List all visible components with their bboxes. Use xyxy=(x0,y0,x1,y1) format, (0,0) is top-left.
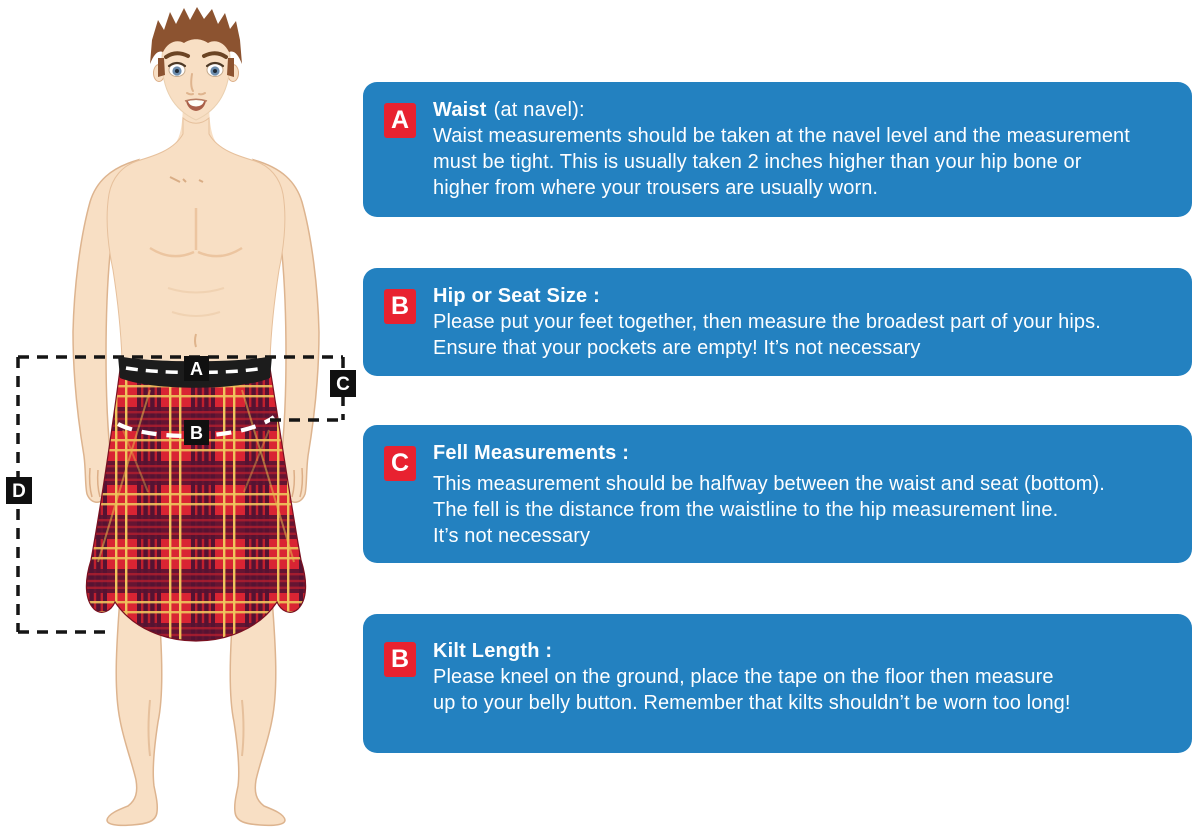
marker-b-label: B xyxy=(190,423,203,443)
fell-text-line: The fell is the distance from the waistline to the hip measurement line. xyxy=(433,499,1059,521)
hip-text-line: Ensure that your pockets are empty! It’s not necessary xyxy=(433,337,921,359)
waist-heading: Waist (at navel): xyxy=(433,99,585,121)
fell-badge: C xyxy=(384,446,416,481)
marker-d-label: D xyxy=(12,481,26,502)
hip-badge: B xyxy=(384,289,416,324)
marker-c-label: C xyxy=(336,374,350,395)
info-box-kilt-length xyxy=(363,614,1192,753)
kilt-length-text-line: Please kneel on the ground, place the tape on the floor then measure xyxy=(433,666,1054,688)
waist-text-line: higher from where your trousers are usually worn. xyxy=(433,177,879,199)
info-box-hip xyxy=(363,268,1192,376)
info-box-fell xyxy=(363,425,1192,563)
marker-a-label: A xyxy=(190,359,203,379)
waist-badge: A xyxy=(384,103,416,138)
hip-text-line: Please put your feet together, then measure the broadest part of your hips. xyxy=(433,311,1101,333)
waist-text-line: Waist measurements should be taken at the navel level and the measurement xyxy=(433,125,1130,147)
kilt-length-text-line: up to your belly button. Remember that kilts shouldn’t be worn too long! xyxy=(433,692,1071,714)
fell-text-line: It’s not necessary xyxy=(433,525,591,547)
kilt-length-badge: B xyxy=(384,642,416,677)
fell-text-line: This measurement should be halfway between the waist and seat (bottom). xyxy=(433,473,1105,495)
kilt-length-heading: Kilt Length : xyxy=(433,640,553,662)
waist-text-line: must be tight. This is usually taken 2 inches higher than your hip bone or xyxy=(433,151,1082,173)
fell-heading: Fell Measurements : xyxy=(433,442,630,464)
hip-heading: Hip or Seat Size : xyxy=(433,285,600,307)
info-box-waist xyxy=(363,82,1192,217)
